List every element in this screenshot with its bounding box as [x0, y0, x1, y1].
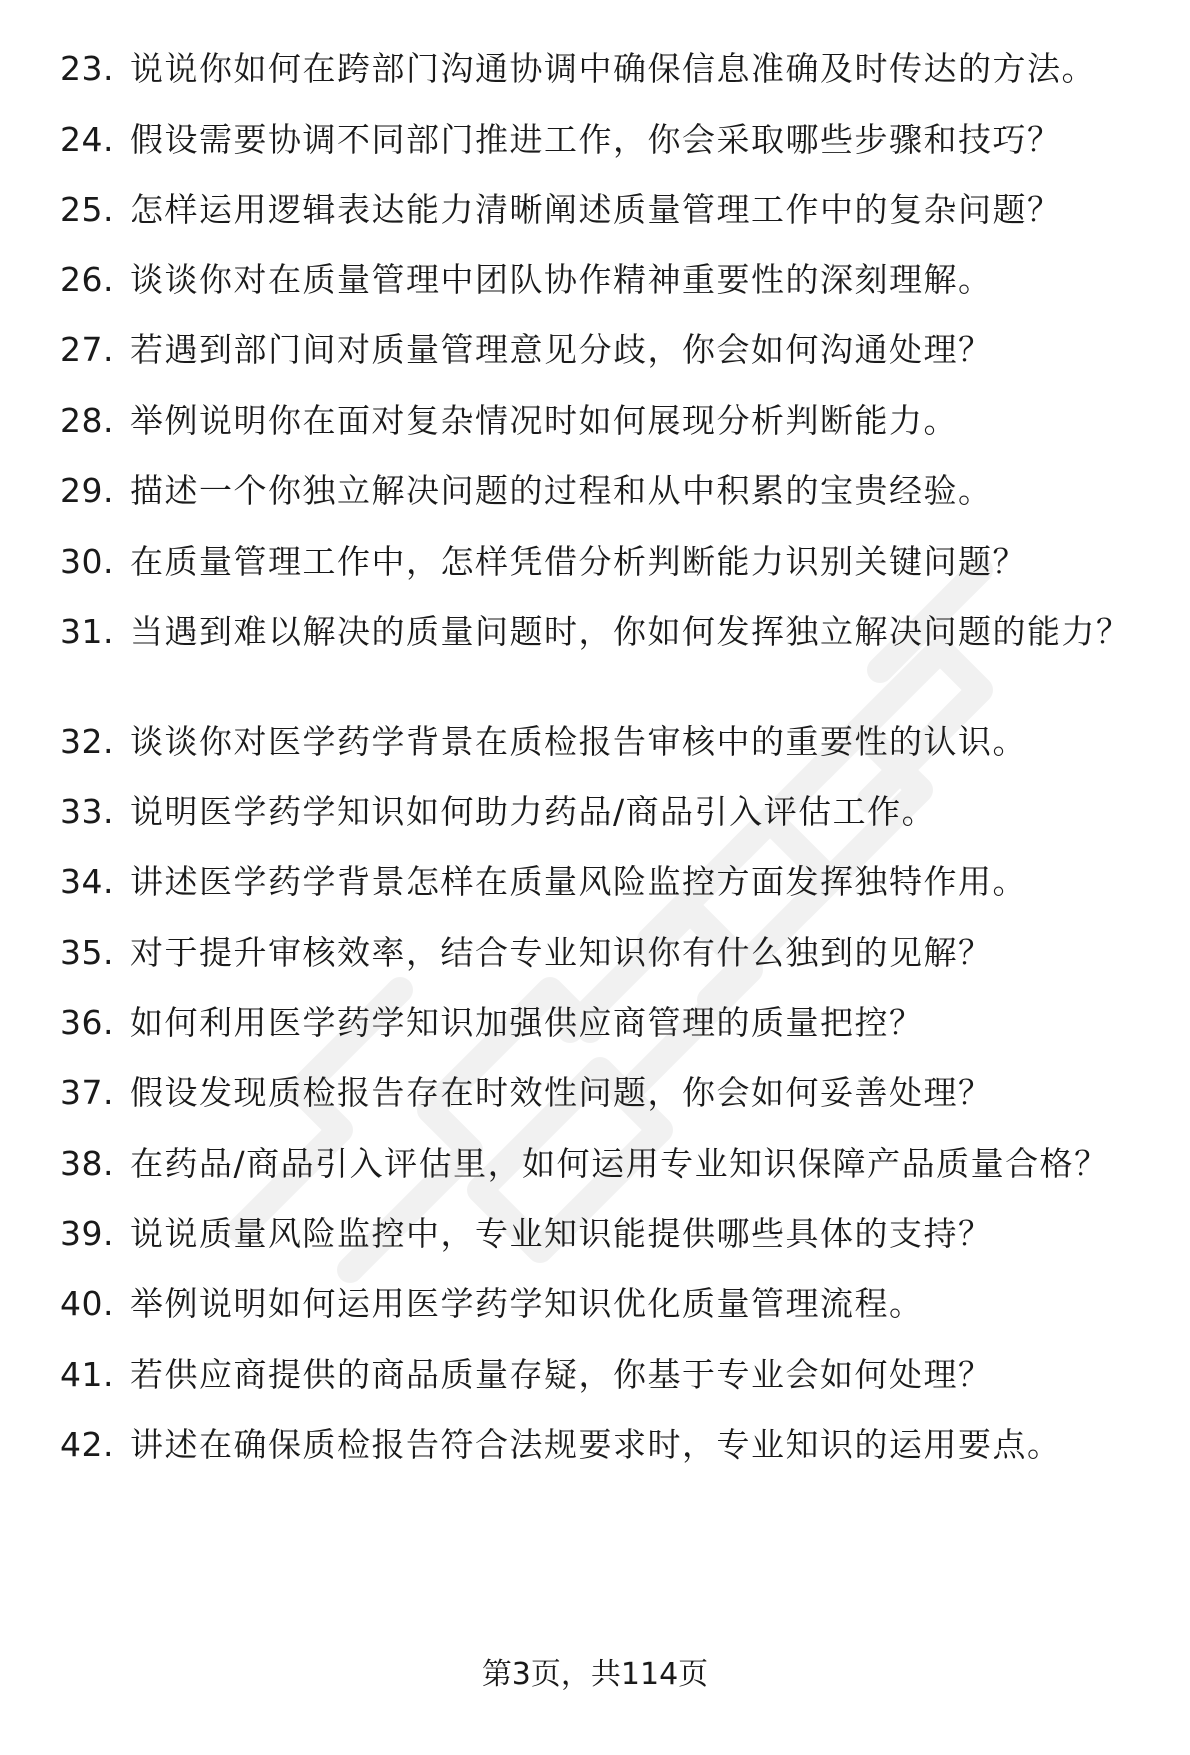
question-text: 对于提升审核效率，结合专业知识你有什么独到的见解？ — [130, 933, 993, 972]
question-text: 说说你如何在跨部门沟通协调中确保信息准确及时传达的方法。 — [130, 49, 1096, 88]
question-number: 27. — [60, 330, 114, 369]
question-number: 23. — [60, 49, 114, 88]
question-text: 说说质量风险监控中，专业知识能提供哪些具体的支持？ — [130, 1214, 993, 1253]
question-text: 说明医学药学知识如何助力药品/商品引入评估工作。 — [130, 792, 937, 831]
question-number: 34. — [60, 862, 114, 901]
question-number: 25. — [60, 190, 114, 229]
question-text: 讲述医学药学背景怎样在质量风险监控方面发挥独特作用。 — [130, 862, 1027, 901]
question-text: 谈谈你对在质量管理中团队协作精神重要性的深刻理解。 — [130, 260, 993, 299]
question-number: 36. — [60, 1003, 114, 1042]
question-text: 怎样运用逻辑表达能力清晰阐述质量管理工作中的复杂问题？ — [130, 190, 1062, 229]
question-number: 32. — [60, 722, 114, 761]
question-number: 41. — [60, 1355, 114, 1394]
question-text: 若遇到部门间对质量管理意见分歧，你会如何沟通处理？ — [130, 330, 993, 369]
question-text: 假设需要协调不同部门推进工作，你会采取哪些步骤和技巧？ — [130, 120, 1062, 159]
question-text: 假设发现质检报告存在时效性问题，你会如何妥善处理？ — [130, 1073, 993, 1112]
question-text: 谈谈你对医学药学背景在质检报告审核中的重要性的认识。 — [130, 722, 1027, 761]
question-number: 42. — [60, 1425, 114, 1464]
question-number: 30. — [60, 542, 114, 581]
question-text: 在药品/商品引入评估里，如何运用专业知识保障产品质量合格？ — [130, 1144, 1109, 1183]
question-text: 如何利用医学药学知识加强供应商管理的质量把控？ — [130, 1003, 924, 1042]
question-text: 若供应商提供的商品质量存疑，你基于专业会如何处理？ — [130, 1355, 993, 1394]
question-number: 38. — [60, 1144, 114, 1183]
question-number: 31. — [60, 612, 114, 651]
question-text: 在质量管理工作中，怎样凭借分析判断能力识别关键问题？ — [130, 542, 1027, 581]
question-number: 39. — [60, 1214, 114, 1253]
question-text: 当遇到难以解决的质量问题时，你如何发挥独立解决问题的能力？ — [130, 612, 1131, 651]
question-number: 29. — [60, 471, 114, 510]
question-number: 35. — [60, 933, 114, 972]
question-number: 28. — [60, 401, 114, 440]
question-text: 讲述在确保质检报告符合法规要求时，专业知识的运用要点。 — [130, 1425, 1062, 1464]
question-number: 26. — [60, 260, 114, 299]
question-text: 举例说明如何运用医学药学知识优化质量管理流程。 — [130, 1284, 924, 1323]
question-number: 33. — [60, 792, 114, 831]
question-text: 举例说明你在面对复杂情况时如何展现分析判断能力。 — [130, 401, 958, 440]
question-text: 描述一个你独立解决问题的过程和从中积累的宝贵经验。 — [130, 471, 993, 510]
question-number: 37. — [60, 1073, 114, 1112]
question-number: 40. — [60, 1284, 114, 1323]
question-number: 24. — [60, 120, 114, 159]
page-number-footer: 第3页，共114页 — [481, 1657, 709, 1692]
